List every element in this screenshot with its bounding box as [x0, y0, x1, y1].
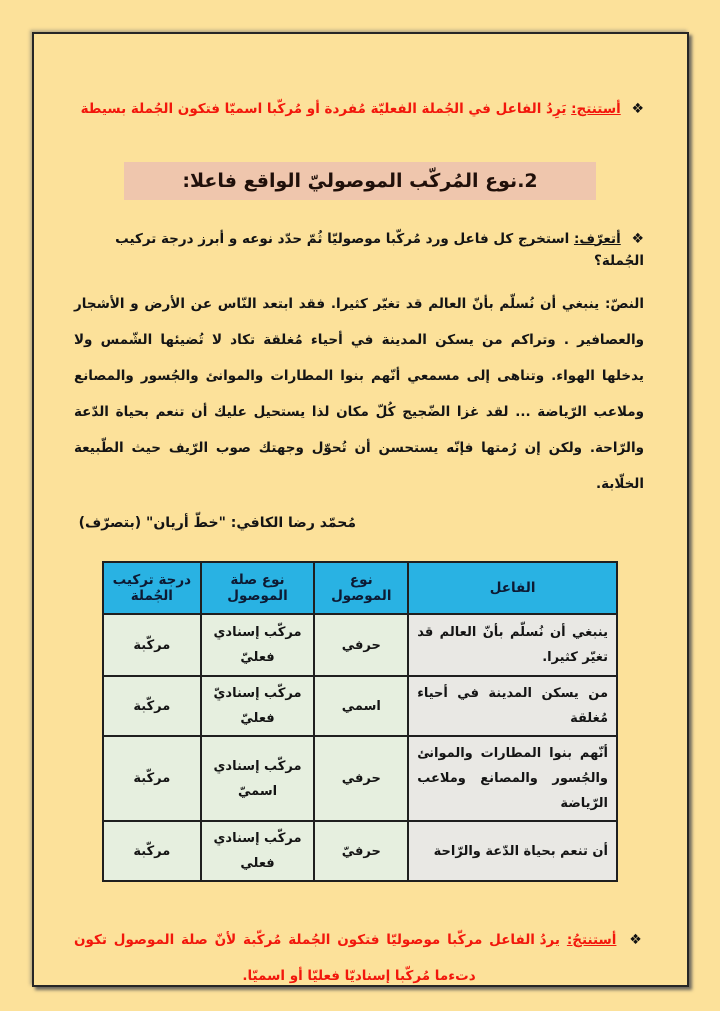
cell-subject: أن تنعم بحياة الدّعة والرّاحة — [408, 821, 617, 881]
cell-subject: ينبغي أن نُسلّم بأنّ العالم قد تغيّر كثيرا. — [408, 614, 617, 676]
top-note-text: يَرِدُ الفاعل في الجُملة الفعليّة مُفردة أو مُركّبا اسميّا فتكون الجُملة بسيطة — [80, 100, 567, 117]
page-frame — [32, 32, 689, 987]
cell-sila-type: مركّب إسنادي اسميّ — [201, 736, 315, 821]
cell-sila-type: مركّب إسنادي فعليّ — [201, 614, 315, 676]
passage-text: ينبغي أن نُسلّم بأنّ العالم قد تغيّر كثيرا. فقد ابتعد النّاس عن الأرض و الأشجار والعصافير . وتراكم من يسكن المدينة في أحياء مُغلقة تكاد لا تُضيئها الشّمس ولا يدخلها الهواء. وتناهى إلى مسمعي أنّهم بنوا المطارات والموانئ والجُسور والمصانع وملاعب الرّياضة ... لقد غزا الضّجيج كُلّ مكان لذا يستحيل عليك أن تنعم بحياة الدّعة والرّاحة. ولكن إن رُمتها فإنّه يستحسن أن تُحوّل وجهتك صوب الرّيف حيث الطّبيعة الخلّابة. — [74, 295, 644, 492]
table-row — [103, 614, 617, 676]
cell-mawsul-type: حرفي — [314, 736, 408, 821]
header-mawsul-type: نوع الموصول — [314, 562, 408, 614]
reading-passage — [74, 286, 644, 502]
header-sila-type: نوع صلة الموصول — [201, 562, 315, 614]
cell-sila-type: مركّب إسنادي فعلي — [201, 821, 315, 881]
cell-mawsul-type: اسمي — [314, 676, 408, 736]
cell-degree: مركّبة — [103, 736, 201, 821]
bottom-conclusion-note — [74, 922, 644, 994]
cell-subject: أنّهم بنوا المطارات والموانئ والجُسور والمصانع وملاعب الرّياضة — [408, 736, 617, 821]
section-heading-title: 2.نوع المُركّب الموصوليّ الواقع فاعلا: — [182, 169, 538, 192]
analysis-table — [102, 561, 618, 882]
table-header-row — [103, 562, 617, 614]
task-text: استخرج كل فاعل ورد مُركّبا موصوليّا ثُمّ حدّد نوعه و أبرز درجة تركيب الجُملة؟ — [115, 230, 644, 269]
header-subject: الفاعل — [408, 562, 617, 614]
diamond-bullet-icon: ❖ — [629, 932, 644, 948]
diamond-bullet-icon: ❖ — [631, 100, 644, 117]
conclusion-text: يردُ الفاعل مركّبا موصوليّا فتكون الجُملة مُركّبة لأنّ صلة الموصول تكون دتءما مُركّبا إسناديّا فعليّا أو اسميّا. — [74, 932, 560, 984]
cell-sila-type: مركّب إسناديّ فعليّ — [201, 676, 315, 736]
top-note-label: أستنتج: — [571, 100, 621, 117]
table-row — [103, 676, 617, 736]
table-row — [103, 736, 617, 821]
cell-degree: مركّبة — [103, 821, 201, 881]
header-degree: درجة تركيب الجُملة — [103, 562, 201, 614]
cell-subject: من يسكن المدينة في أحياء مُغلقة — [408, 676, 617, 736]
cell-mawsul-type: حرفيّ — [314, 821, 408, 881]
diamond-bullet-icon: ❖ — [631, 230, 644, 247]
author-attribution: مُحمّد رضا الكافي: "خطّ أريان" (بتصرّف) — [78, 515, 356, 531]
cell-degree: مركّبة — [103, 676, 201, 736]
passage-label: النصّ: — [604, 295, 644, 312]
top-conclusion-note — [74, 98, 644, 120]
table-row — [103, 821, 617, 881]
section-heading-band — [124, 162, 596, 200]
task-label: أتعرّف: — [573, 230, 621, 247]
cell-degree: مركّبة — [103, 614, 201, 676]
conclusion-label: أستنتجُ: — [566, 932, 617, 948]
cell-mawsul-type: حرفي — [314, 614, 408, 676]
task-line — [74, 228, 644, 272]
